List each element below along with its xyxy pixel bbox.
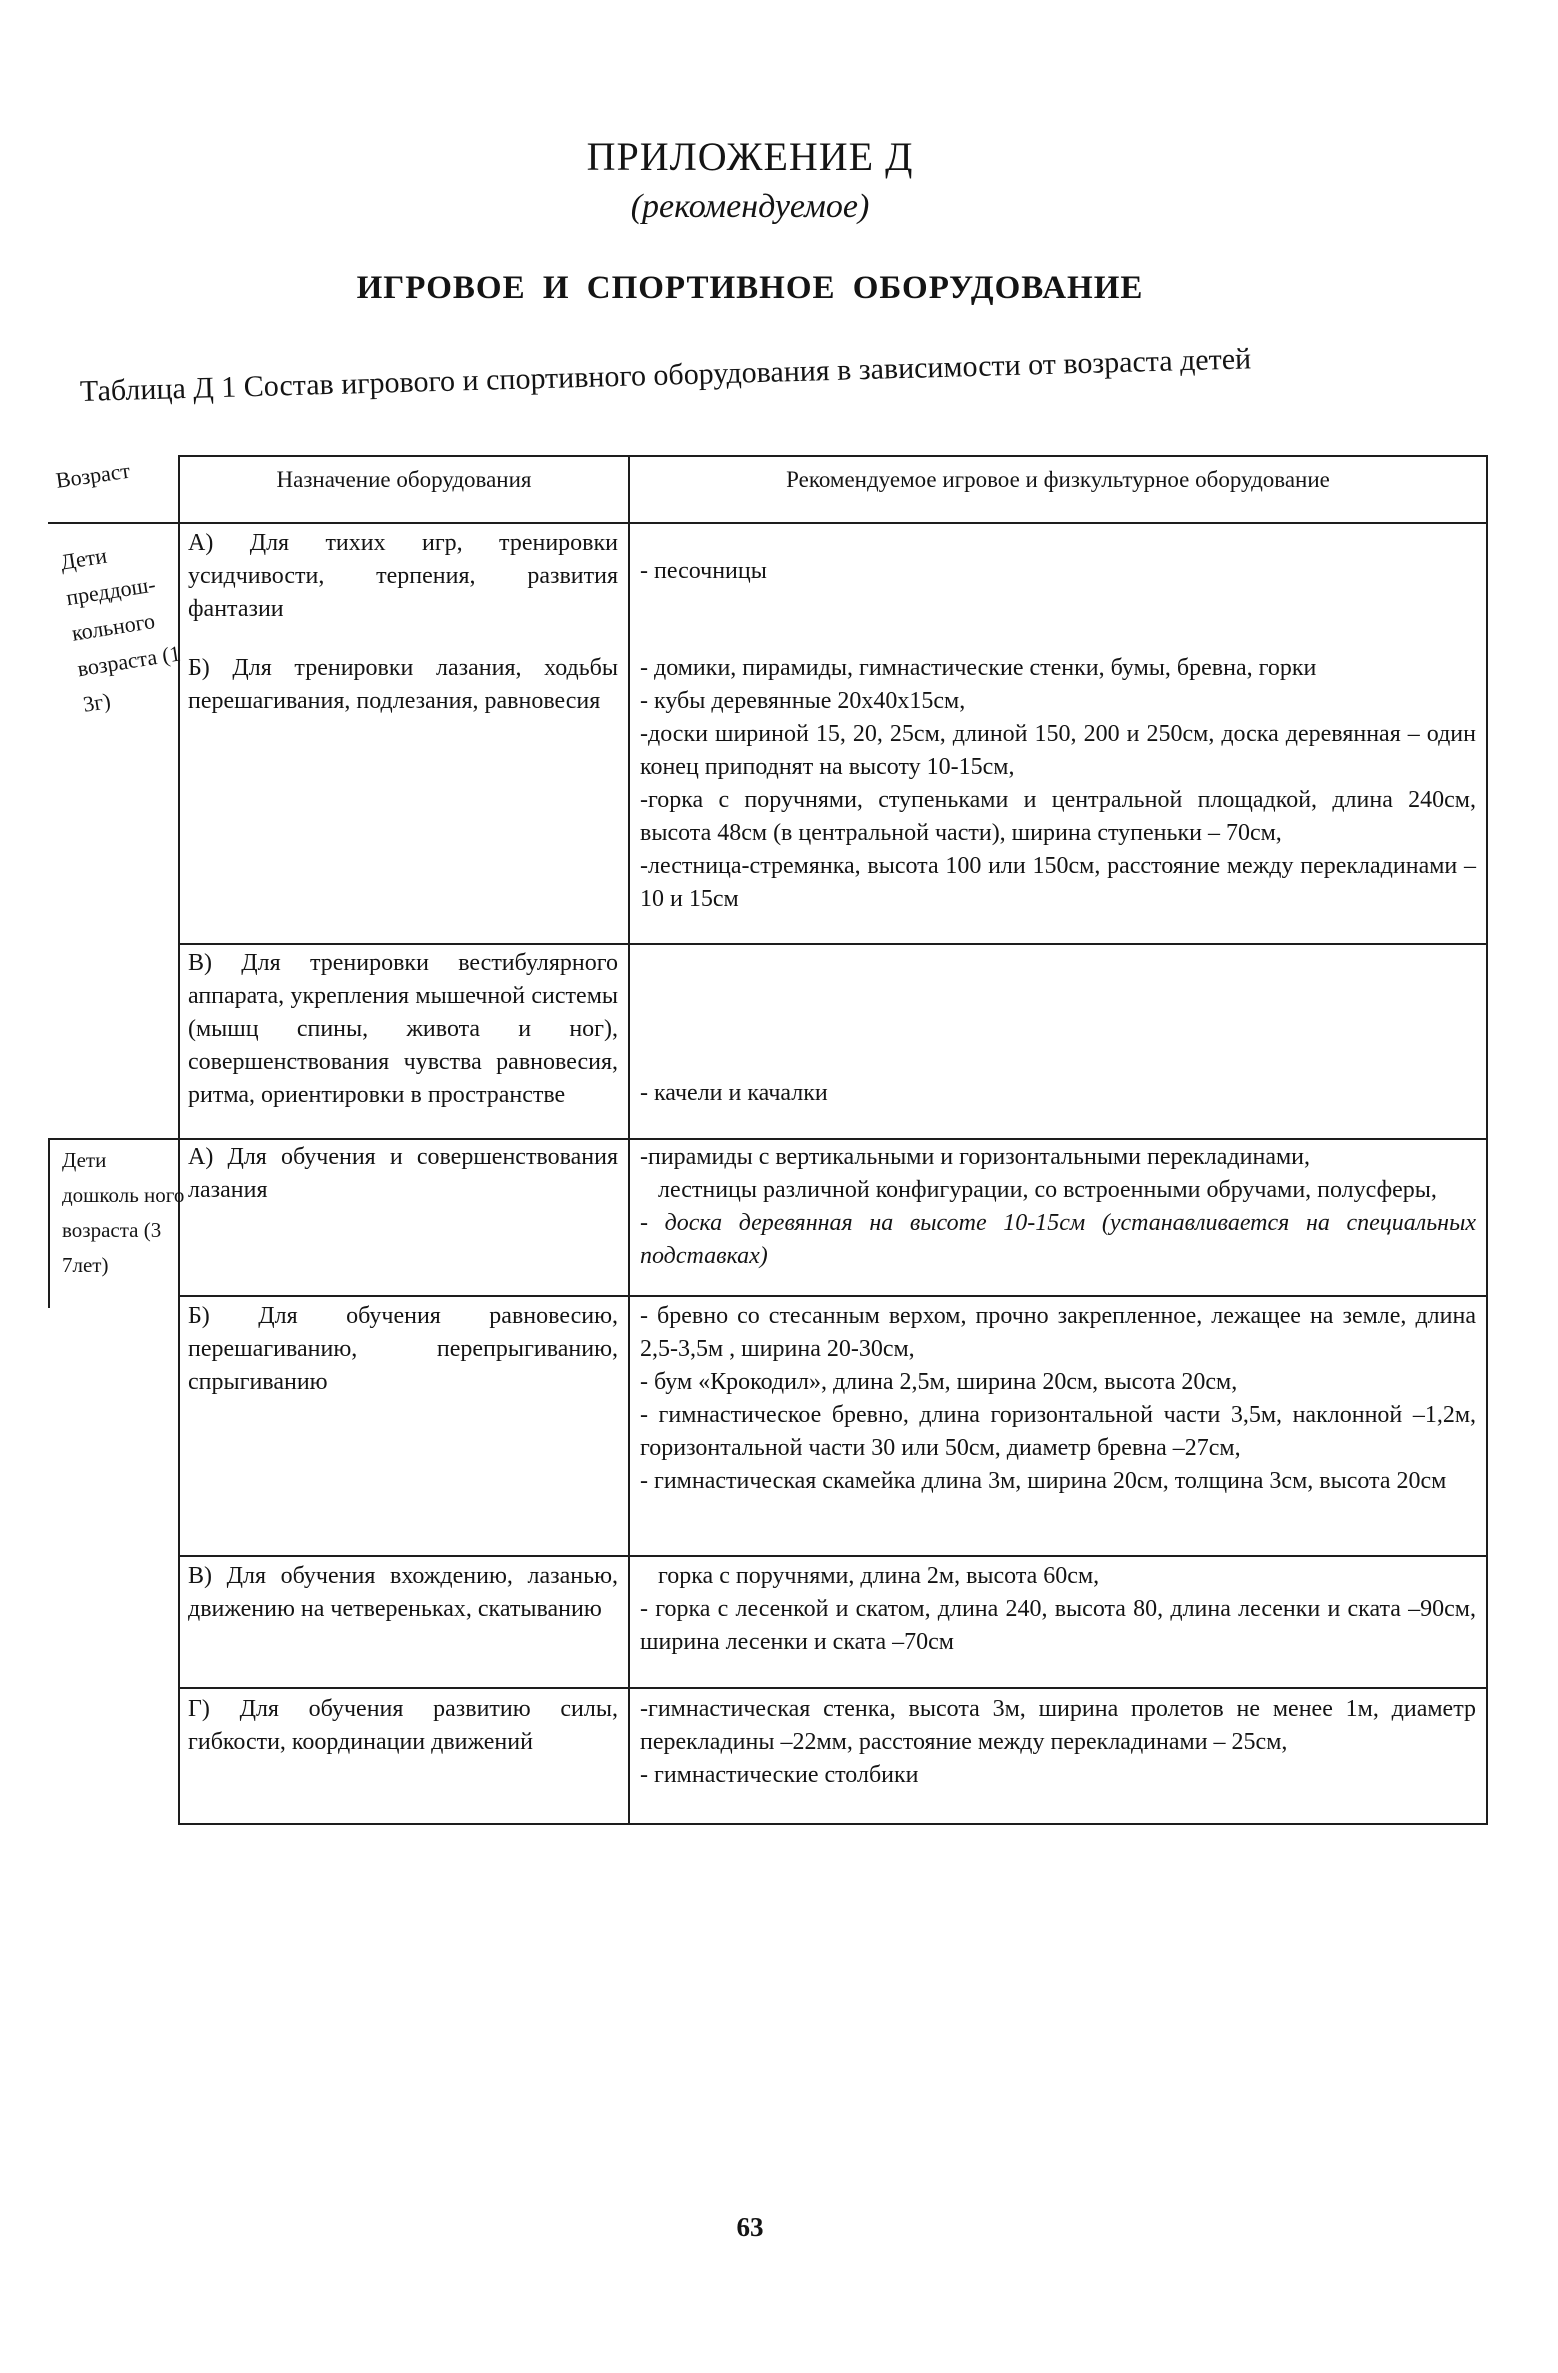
equipment-item: лестницы различной конфигурации, со встроенными обручами, полусферы, xyxy=(658,1177,1437,1203)
equipment-item: - гимнастическая скамейка длина 3м, ширина 20см, толщина 3см, высота 20см xyxy=(640,1468,1447,1494)
age-label-preschool: Дети дошколь ного возраста (3 7лет) xyxy=(62,1148,185,1277)
equipment-item: -пирамиды с вертикальными и горизонтальными перекладинами, xyxy=(640,1144,1310,1170)
equipment-item: - гимнастические столбики xyxy=(640,1762,919,1788)
table-caption-text: Состав игрового и спортивного оборудования в зависимости от возраста детей xyxy=(243,342,1252,404)
equipment-item: - домики, пирамиды, гимнастические стенки, бумы, бревна, горки xyxy=(640,655,1317,681)
table-caption-label: Таблица Д 1 xyxy=(79,370,237,408)
table-border-bottom xyxy=(178,1823,1488,1825)
equipment-table xyxy=(48,455,1488,1825)
page-subtitle: (рекомендуемое) xyxy=(630,188,870,225)
table-border-left xyxy=(48,1138,50,1308)
table-divider-purpose xyxy=(628,455,630,1825)
page-title: ПРИЛОЖЕНИЕ Д xyxy=(586,134,914,179)
table-border-group xyxy=(48,1138,1488,1140)
equipment-cell-swings xyxy=(640,1077,1476,1110)
table-border-row-g2 xyxy=(178,1687,1488,1689)
age-column-header: Возраст xyxy=(54,457,132,493)
equipment-item: -лестница-стремянка, высота 100 или 150см, расстояние между перекладинами –10 и 15см xyxy=(640,853,1476,912)
equipment-item: -горка с поручнями, ступеньками и центральной площадкой, длина 240см, высота 48см (в центральной части), ширина ступеньки – 70см, xyxy=(640,787,1476,846)
table-border-row-b xyxy=(178,943,1488,945)
equipment-item: - качели и качалки xyxy=(640,1080,828,1106)
equipment-item: - бревно со стесанным верхом, прочно закрепленное, лежащее на земле, длина 2,5-3,5м , ширина 20-30см, xyxy=(640,1303,1476,1362)
equipment-item: - горка с лесенкой и скатом, длина 240, высота 80, длина лесенки и ската –90см, ширина лесенки и ската –70см xyxy=(640,1596,1476,1655)
equipment-cell-sandboxes xyxy=(640,555,1476,588)
equipment-item: - кубы деревянные 20x40x15см, xyxy=(640,688,966,714)
equipment-item: - доска деревянная на высоте 10-15см (устанавливается на специальных подставках) xyxy=(640,1210,1476,1269)
page-number: 63 xyxy=(736,2212,764,2242)
purpose-cell-quiet-games: А) Для тихих игр, тренировки усидчивости, терпения, развития фантазии xyxy=(188,530,618,622)
purpose-cell-climbing-training: А) Для обучения и совершенствования лазания xyxy=(188,1144,618,1203)
purpose-cell-balance: Б) Для обучения равновесию, перешагиванию, перепрыгиванию, спрыгиванию xyxy=(188,1303,618,1395)
equipment-cell-pyramids xyxy=(640,1141,1476,1273)
equipment-item: -доски шириной 15, 20, 25см, длиной 150, 200 и 250см, доска деревянная – один конец приподнят на высоту 10-15см, xyxy=(640,721,1476,780)
equipment-column-header: Рекомендуемое игровое и физкультурное оборудование xyxy=(786,467,1330,492)
equipment-item: - песочницы xyxy=(640,558,767,584)
table-border-row-b2 xyxy=(178,1295,1488,1297)
table-border-top xyxy=(178,455,1488,457)
purpose-column-header: Назначение оборудования xyxy=(276,467,532,492)
equipment-cell-slides xyxy=(640,1560,1476,1659)
table-border-right xyxy=(1486,455,1488,1825)
equipment-item: - бум «Крокодил», длина 2,5м, ширина 20см, высота 20см, xyxy=(640,1369,1238,1395)
table-caption xyxy=(80,338,1400,409)
table-border-row-v2 xyxy=(178,1555,1488,1557)
equipment-item: -гимнастическая стенка, высота 3м, ширина пролетов не менее 1м, диаметр перекладины –22мм, расстояние между перекладинами – 25см, xyxy=(640,1696,1476,1755)
age-label-toddlers: Дети преддош-кольного возраста (1 3г) xyxy=(58,542,183,717)
equipment-cell-beams xyxy=(640,1300,1476,1498)
equipment-item: - гимнастическое бревно, длина горизонтальной части 3,5м, наклонной –1,2м, горизонтальной части 30 или 50см, диаметр бревна –27см, xyxy=(640,1402,1476,1461)
table-border-header xyxy=(48,522,1488,524)
equipment-cell-wall-bars xyxy=(640,1693,1476,1792)
purpose-cell-vestibular: В) Для тренировки вестибулярного аппарата, укрепления мышечной системы (мышц спины, живота и ног), совершенствования чувства равновесия, ритма, ориентировки в пространстве xyxy=(188,950,618,1108)
purpose-cell-climbing: Б) Для тренировки лазания, ходьбы перешагивания, подлезания, равновесия xyxy=(188,655,618,714)
equipment-cell-climbing xyxy=(640,652,1476,916)
purpose-cell-sliding: В) Для обучения вхождению, лазанью, движению на четвереньках, скатыванию xyxy=(188,1563,618,1622)
purpose-cell-strength: Г) Для обучения развитию силы, гибкости, координации движений xyxy=(188,1696,618,1755)
section-title: ИГРОВОЕ И СПОРТИВНОЕ ОБОРУДОВАНИЕ xyxy=(356,270,1144,306)
equipment-item: горка с поручнями, длина 2м, высота 60см, xyxy=(658,1563,1100,1589)
